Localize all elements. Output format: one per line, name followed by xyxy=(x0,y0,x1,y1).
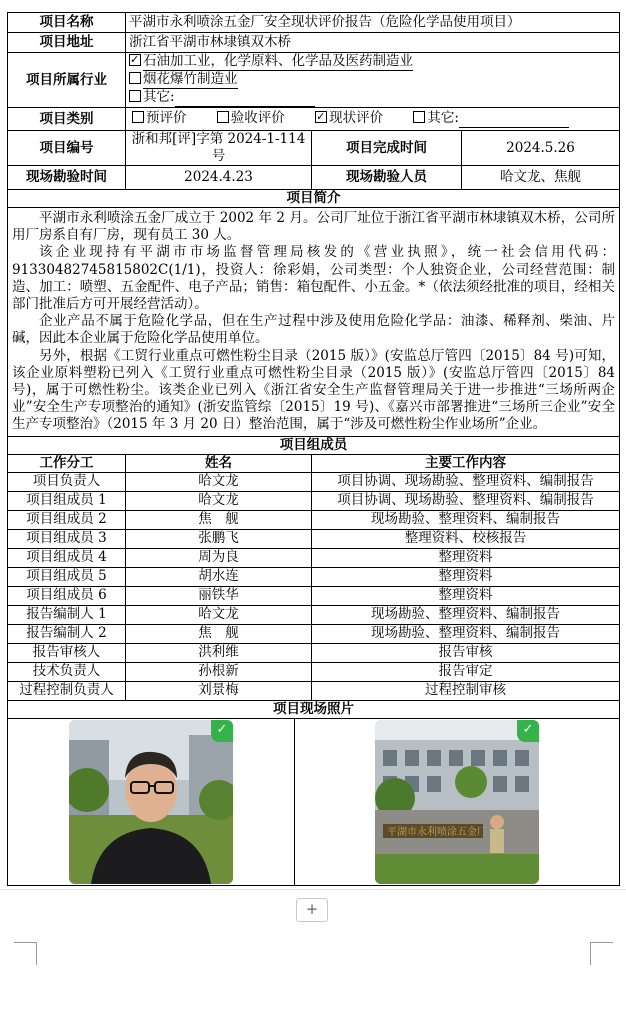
factory-sign-text: 平湖市永利喷涂五金厂 xyxy=(387,826,487,838)
finish-time-value[interactable]: 2024.5.26 xyxy=(462,131,620,166)
table-row xyxy=(8,586,620,605)
industry-options xyxy=(126,53,620,108)
team-name[interactable]: 焦 舰 xyxy=(126,624,312,643)
category-option-4[interactable]: 其它: xyxy=(413,110,569,126)
team-work[interactable]: 项目协调、现场勘验、整理资料、编制报告 xyxy=(312,472,620,491)
project-name-label: 项目名称 xyxy=(8,13,126,33)
photos-table xyxy=(7,718,620,886)
other-blank[interactable] xyxy=(459,110,569,128)
intro-paragraph: 企业产品不属于危险化学品，但在生产过程中涉及使用危险化学品：油漆、稀释剂、柴油、片碱，因此本企业属于危险化学品使用单位。 xyxy=(12,313,616,347)
table-row xyxy=(8,624,620,643)
team-role[interactable]: 报告编制人 1 xyxy=(8,605,126,624)
intro-paragraph: 平湖市永利喷涂五金厂成立于 2002 年 2 月。公司厂址位于浙江省平湖市林埭镇双木桥，公司所用厂房系自有厂房，现有员工 30 人。 xyxy=(12,210,616,244)
team-work[interactable]: 整理资料 xyxy=(312,567,620,586)
add-button[interactable]: + xyxy=(296,898,328,922)
team-name[interactable]: 刘景梅 xyxy=(126,681,312,700)
team-name[interactable]: 孙根新 xyxy=(126,662,312,681)
checkbox-icon[interactable] xyxy=(217,111,229,123)
team-role[interactable]: 项目组成员 4 xyxy=(8,548,126,567)
photo-cell-1 xyxy=(8,718,295,885)
team-role[interactable]: 报告审核人 xyxy=(8,643,126,662)
team-name[interactable]: 哈文龙 xyxy=(126,605,312,624)
photo-cell-2 xyxy=(295,718,620,885)
team-table xyxy=(7,436,620,719)
intro-text[interactable] xyxy=(8,208,620,437)
team-role[interactable]: 报告编制人 2 xyxy=(8,624,126,643)
finish-time-label: 项目完成时间 xyxy=(312,131,462,166)
team-work[interactable]: 过程控制审核 xyxy=(312,681,620,700)
table-row xyxy=(8,548,620,567)
team-work[interactable]: 整理资料、校核报告 xyxy=(312,529,620,548)
team-role[interactable]: 项目组成员 3 xyxy=(8,529,126,548)
table-row xyxy=(8,662,620,681)
project-name-value[interactable]: 平湖市永利喷涂五金厂安全现状评价报告（危险化学品使用项目） xyxy=(126,13,620,33)
check-icon: ✓ xyxy=(517,720,539,742)
person-photo-illustration xyxy=(69,720,233,884)
team-name[interactable]: 洪利维 xyxy=(126,643,312,662)
team-role[interactable]: 过程控制负责人 xyxy=(8,681,126,700)
project-number-value[interactable]: 浙和邦[评]字第 2024-1-114 号 xyxy=(126,131,312,166)
intro-paragraph: 该企业现持有平湖市市场监督管理局核发的《营业执照》，统一社会信用代码：91330482745815802C(1/1)，投资人：徐彩娟，公司类型：个人独资企业，公司经营范围：制造、加工：喷塑、五金配件、电子产品；销售：箱包配件、小五金。*（依法须经批准的项目，经相关部门批准后方可开展经营活动）。 xyxy=(12,244,616,313)
survey-people-value[interactable]: 哈文龙、焦舰 xyxy=(462,166,620,190)
industry-option-1[interactable]: ✓石油加工业，化学原料、化学品及医药制造业 xyxy=(129,53,616,71)
site-photo-factory[interactable] xyxy=(375,720,539,884)
team-name[interactable]: 周为良 xyxy=(126,548,312,567)
survey-time-label: 现场勘验时间 xyxy=(8,166,126,190)
photos-title: 项目现场照片 xyxy=(8,700,620,718)
project-info-table xyxy=(7,12,620,437)
checkbox-icon[interactable] xyxy=(413,111,425,123)
team-work[interactable]: 现场勘验、整理资料、编制报告 xyxy=(312,605,620,624)
page-corner-mark-left xyxy=(14,942,37,965)
project-address-label: 项目地址 xyxy=(8,33,126,53)
table-row xyxy=(8,643,620,662)
checkbox-checked-icon[interactable] xyxy=(129,54,141,66)
other-blank[interactable] xyxy=(175,89,315,107)
table-row xyxy=(8,681,620,700)
table-row xyxy=(8,605,620,624)
table-row xyxy=(8,567,620,586)
checkbox-icon[interactable] xyxy=(129,90,141,102)
team-role[interactable]: 项目组成员 6 xyxy=(8,586,126,605)
team-header-role: 工作分工 xyxy=(8,454,126,472)
category-option-3[interactable]: ✓ 现状评价 xyxy=(315,110,383,126)
team-work[interactable]: 报告审核 xyxy=(312,643,620,662)
team-work[interactable]: 项目协调、现场勘验、整理资料、编制报告 xyxy=(312,491,620,510)
page-separator xyxy=(0,889,626,890)
industry-label: 项目所属行业 xyxy=(8,53,126,108)
table-row xyxy=(8,510,620,529)
category-options xyxy=(126,108,620,131)
table-row xyxy=(8,491,620,510)
team-role[interactable]: 项目组成员 2 xyxy=(8,510,126,529)
team-name[interactable]: 哈文龙 xyxy=(126,472,312,491)
category-option-2[interactable]: 验收评价 xyxy=(217,110,285,126)
industry-option-3[interactable]: 其它: xyxy=(129,89,616,107)
team-name[interactable]: 焦 舰 xyxy=(126,510,312,529)
project-address-value[interactable]: 浙江省平湖市林埭镇双木桥 xyxy=(126,33,620,53)
team-role[interactable]: 项目组成员 1 xyxy=(8,491,126,510)
category-option-1[interactable]: 预评价 xyxy=(132,110,187,126)
team-work[interactable]: 报告审定 xyxy=(312,662,620,681)
page-corner-mark-right xyxy=(590,942,613,965)
checkbox-icon[interactable] xyxy=(132,111,144,123)
table-row xyxy=(8,472,620,491)
team-work[interactable]: 整理资料 xyxy=(312,548,620,567)
factory-photo-illustration xyxy=(375,720,539,884)
project-number-label: 项目编号 xyxy=(8,131,126,166)
team-role[interactable]: 项目组成员 5 xyxy=(8,567,126,586)
table-row xyxy=(8,529,620,548)
team-role[interactable]: 项目负责人 xyxy=(8,472,126,491)
checkbox-icon[interactable] xyxy=(129,72,141,84)
checkbox-checked-icon[interactable] xyxy=(315,111,327,123)
intro-title: 项目简介 xyxy=(8,190,620,208)
team-name[interactable]: 哈文龙 xyxy=(126,491,312,510)
team-name[interactable]: 丽铁华 xyxy=(126,586,312,605)
industry-option-2[interactable]: 烟花爆竹制造业 xyxy=(129,71,616,89)
survey-time-value[interactable]: 2024.4.23 xyxy=(126,166,312,190)
team-header-work: 主要工作内容 xyxy=(312,454,620,472)
team-work[interactable]: 整理资料 xyxy=(312,586,620,605)
team-work[interactable]: 现场勘验、整理资料、编制报告 xyxy=(312,624,620,643)
document-page xyxy=(7,12,619,886)
intro-paragraph: 另外，根据《工贸行业重点可燃性粉尘目录（2015 版）》(安监总厅管四〔2015〕84 号)可知，该企业原料塑粉已列入《工贸行业重点可燃性粉尘目录（2015 版）》(安监总厅管四〔2015〕84 号)，属于可燃性粉尘。该类企业已列入《浙江省安全生产监督管理局关于进一步推进“三场所两企业”安全生产专项整治的通知》(浙安监管综〔2015〕19 号)、《嘉兴市部署推进“三场所三企业”安全生产专项整治》（2015 年 3 月 20 日）整治范围，属于“涉及可燃性粉尘作业场所”企业。 xyxy=(12,347,616,433)
team-work[interactable]: 现场勘验、整理资料、编制报告 xyxy=(312,510,620,529)
team-role[interactable]: 技术负责人 xyxy=(8,662,126,681)
site-photo-person[interactable] xyxy=(69,720,233,884)
team-name[interactable]: 张鹏飞 xyxy=(126,529,312,548)
survey-people-label: 现场勘验人员 xyxy=(312,166,462,190)
team-title: 项目组成员 xyxy=(8,436,620,454)
category-label: 项目类别 xyxy=(8,108,126,131)
team-header-name: 姓名 xyxy=(126,454,312,472)
check-icon: ✓ xyxy=(211,720,233,742)
team-name[interactable]: 胡水连 xyxy=(126,567,312,586)
